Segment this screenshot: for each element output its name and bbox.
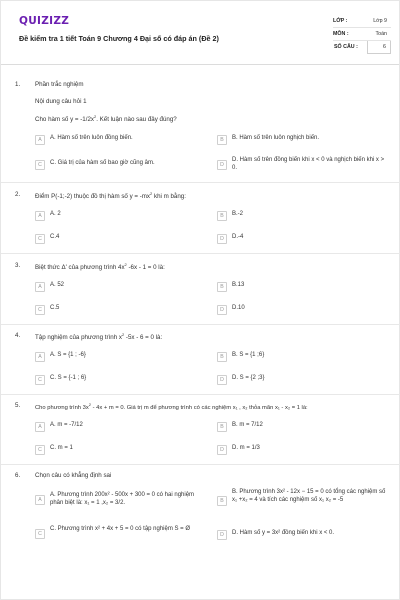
option-text: B. S = {1 ;6} [232,352,265,358]
prompt-part: khi m bằng: [152,193,186,200]
meta-label: MÔN : [333,31,349,37]
question-number: 2. [15,191,21,198]
option-text: B.-2 [232,211,244,217]
meta-label: LỚP : [333,18,348,24]
prompt-part: -5x - 6 = 0 là: [124,334,163,341]
option-letter-box: B [217,135,227,145]
answer-option-a[interactable] [35,352,195,362]
prompt-part: Cho hàm số y = -1/2x [35,116,94,123]
answer-option-d[interactable] [217,375,387,385]
option-text: B. Hàm số trên luôn nghịch biến. [232,135,320,141]
option-text: D. Hàm số trên đồng biến khi x < 0 và nghịch biến khi x > 0. [232,157,385,171]
prompt-superscript: 2 [93,114,97,119]
option-text: C. S = {-1 ; 6} [50,375,87,381]
option-letter-box: A [35,352,45,362]
answer-option-d[interactable] [217,234,387,244]
answer-option-b[interactable] [217,489,387,506]
answer-option-b[interactable] [217,352,387,362]
meta-value: Toán [375,31,387,37]
option-text: A. S = {1 ; -6} [50,352,86,358]
option-text: B. Phương trình 3x² - 12x − 15 = 0 có tổng các nghiệm số x₁ +x₂ = 4 và tích các nghiệm số x₁ x₂ = -5 [232,489,386,503]
answer-option-b[interactable] [217,422,387,432]
option-letter-box: B [217,282,227,292]
option-text: D. Hàm số y = 3x² đồng biến khi x < 0. [232,530,335,536]
question-text: Phần trắc nghiệm [35,81,84,88]
option-letter-box: D [217,375,227,385]
prompt-part: Điểm P(-1;-2) thuộc đồ thị hàm số y = -mx [35,193,151,200]
option-text: A. 52 [50,282,65,288]
option-text: B.13 [232,282,245,288]
option-letter-box: B [217,352,227,362]
question-number: 3. [15,262,21,269]
option-text: D. m = 1/3 [232,445,260,451]
prompt-superscript: 2 [121,332,125,337]
prompt-superscript: 2 [124,262,127,267]
meta-row-subject [333,28,391,41]
answer-option-c[interactable] [35,234,195,244]
meta-row-class [333,15,391,28]
meta-row-count [334,41,391,54]
option-text: A. Hàm số trên luôn đồng biến. [50,135,133,141]
meta-value: 6 [383,44,386,50]
answer-option-a[interactable] [35,135,195,145]
option-letter-box: D [217,305,227,315]
option-letter-box: C [35,234,45,244]
answer-option-c[interactable] [35,305,195,315]
option-letter-box: B [217,496,227,506]
prompt-part: Biệt thức Δ' của phương trình 4x [35,264,125,271]
option-text: C. m = 1 [50,445,73,451]
answer-option-c[interactable] [35,445,195,455]
meta-value: Lớp 9 [373,18,387,24]
meta-panel [333,15,391,54]
worksheet-header [1,1,399,65]
answer-option-c[interactable] [35,375,195,385]
prompt-part: - 4x + m = 0. Giá trị m để phương trình có các nghiệm x₁ , x₂ thỏa mãn x₁ - x₂ = 1 là: [91,405,308,411]
answer-option-d[interactable] [217,157,387,172]
question-divider [1,182,400,183]
option-letter-box: D [217,160,227,170]
question-subtitle: Nội dung câu hỏi 1 [35,98,87,105]
option-letter-box: C [35,305,45,315]
question-divider [1,464,400,465]
answer-option-a[interactable] [35,422,195,432]
option-letter-box: D [217,530,227,540]
option-text: C.5 [50,305,60,311]
option-letter-box: D [217,445,227,455]
option-letter-box: A [35,135,45,145]
option-text: C. Giá trị của hàm số bao giờ cũng âm. [50,160,155,166]
question-text [35,402,308,411]
answer-option-b[interactable] [217,135,387,145]
option-letter-box: B [217,422,227,432]
question-number: 5. [15,402,21,409]
option-letter-box: C [35,445,45,455]
option-text: C. Phương trình x² + 4x + 5 = 0 có tập nghiệm S = Ø [50,526,191,532]
answer-option-b[interactable] [217,211,387,221]
question-number: 1. [15,81,21,88]
option-text: B. m = 7/12 [232,422,263,428]
option-text: D. S = {2 ;3} [232,375,265,381]
option-text: D.-4 [232,234,244,240]
option-letter-box: C [35,375,45,385]
option-letter-box: C [35,529,45,539]
option-letter-box: C [35,160,45,170]
answer-option-d[interactable] [217,305,387,315]
question-text [35,262,165,271]
question-number: 6. [15,472,21,479]
quizizz-logo: QUIZIZZ [19,15,70,27]
option-letter-box: B [217,211,227,221]
option-letter-box: A [35,495,45,505]
question-divider [1,394,400,395]
option-letter-box: D [217,234,227,244]
option-text: A. Phương trình 200x² - 500x + 300 = 0 có hai nghiệm phân biệt là: x₁ = 1 ,x₂ = 3/2. [50,492,195,506]
answer-option-a[interactable] [35,211,195,221]
question-text [35,332,162,341]
answer-option-a[interactable] [35,492,195,507]
answer-option-d[interactable] [217,530,387,540]
question-text: Chọn câu có khẳng định sai [35,472,112,479]
page-title: Đề kiểm tra 1 tiết Toán 9 Chương 4 Đại số có đáp án (Đề 2) [19,34,219,43]
prompt-superscript: 2 [88,402,91,407]
answer-option-a[interactable] [35,282,195,292]
option-letter-box: A [35,282,45,292]
option-letter-box: A [35,211,45,221]
answer-option-b[interactable] [217,282,387,292]
question-divider [1,253,400,254]
prompt-part: . Kết luận nào sau đây đúng? [96,116,177,123]
question-number: 4. [15,332,21,339]
option-letter-box: A [35,422,45,432]
answer-option-c[interactable] [35,160,195,170]
option-text: D.10 [232,305,245,311]
answer-option-c[interactable] [35,526,195,539]
prompt-part: -6x - 1 = 0 là: [126,264,165,271]
option-text: C.4 [50,234,60,240]
option-text: A. m = -7/12 [50,422,83,428]
question-prompt [35,114,177,123]
question-divider [1,324,400,325]
answer-option-d[interactable] [217,445,387,455]
option-text: A. 2 [50,211,61,217]
meta-label: SỐ CÂU : [334,44,358,50]
prompt-part: Cho phương trình 3x [35,405,89,411]
prompt-superscript: 2 [150,191,153,196]
question-text [35,191,186,200]
prompt-part: Tập nghiệm của phương trình x [35,334,122,341]
